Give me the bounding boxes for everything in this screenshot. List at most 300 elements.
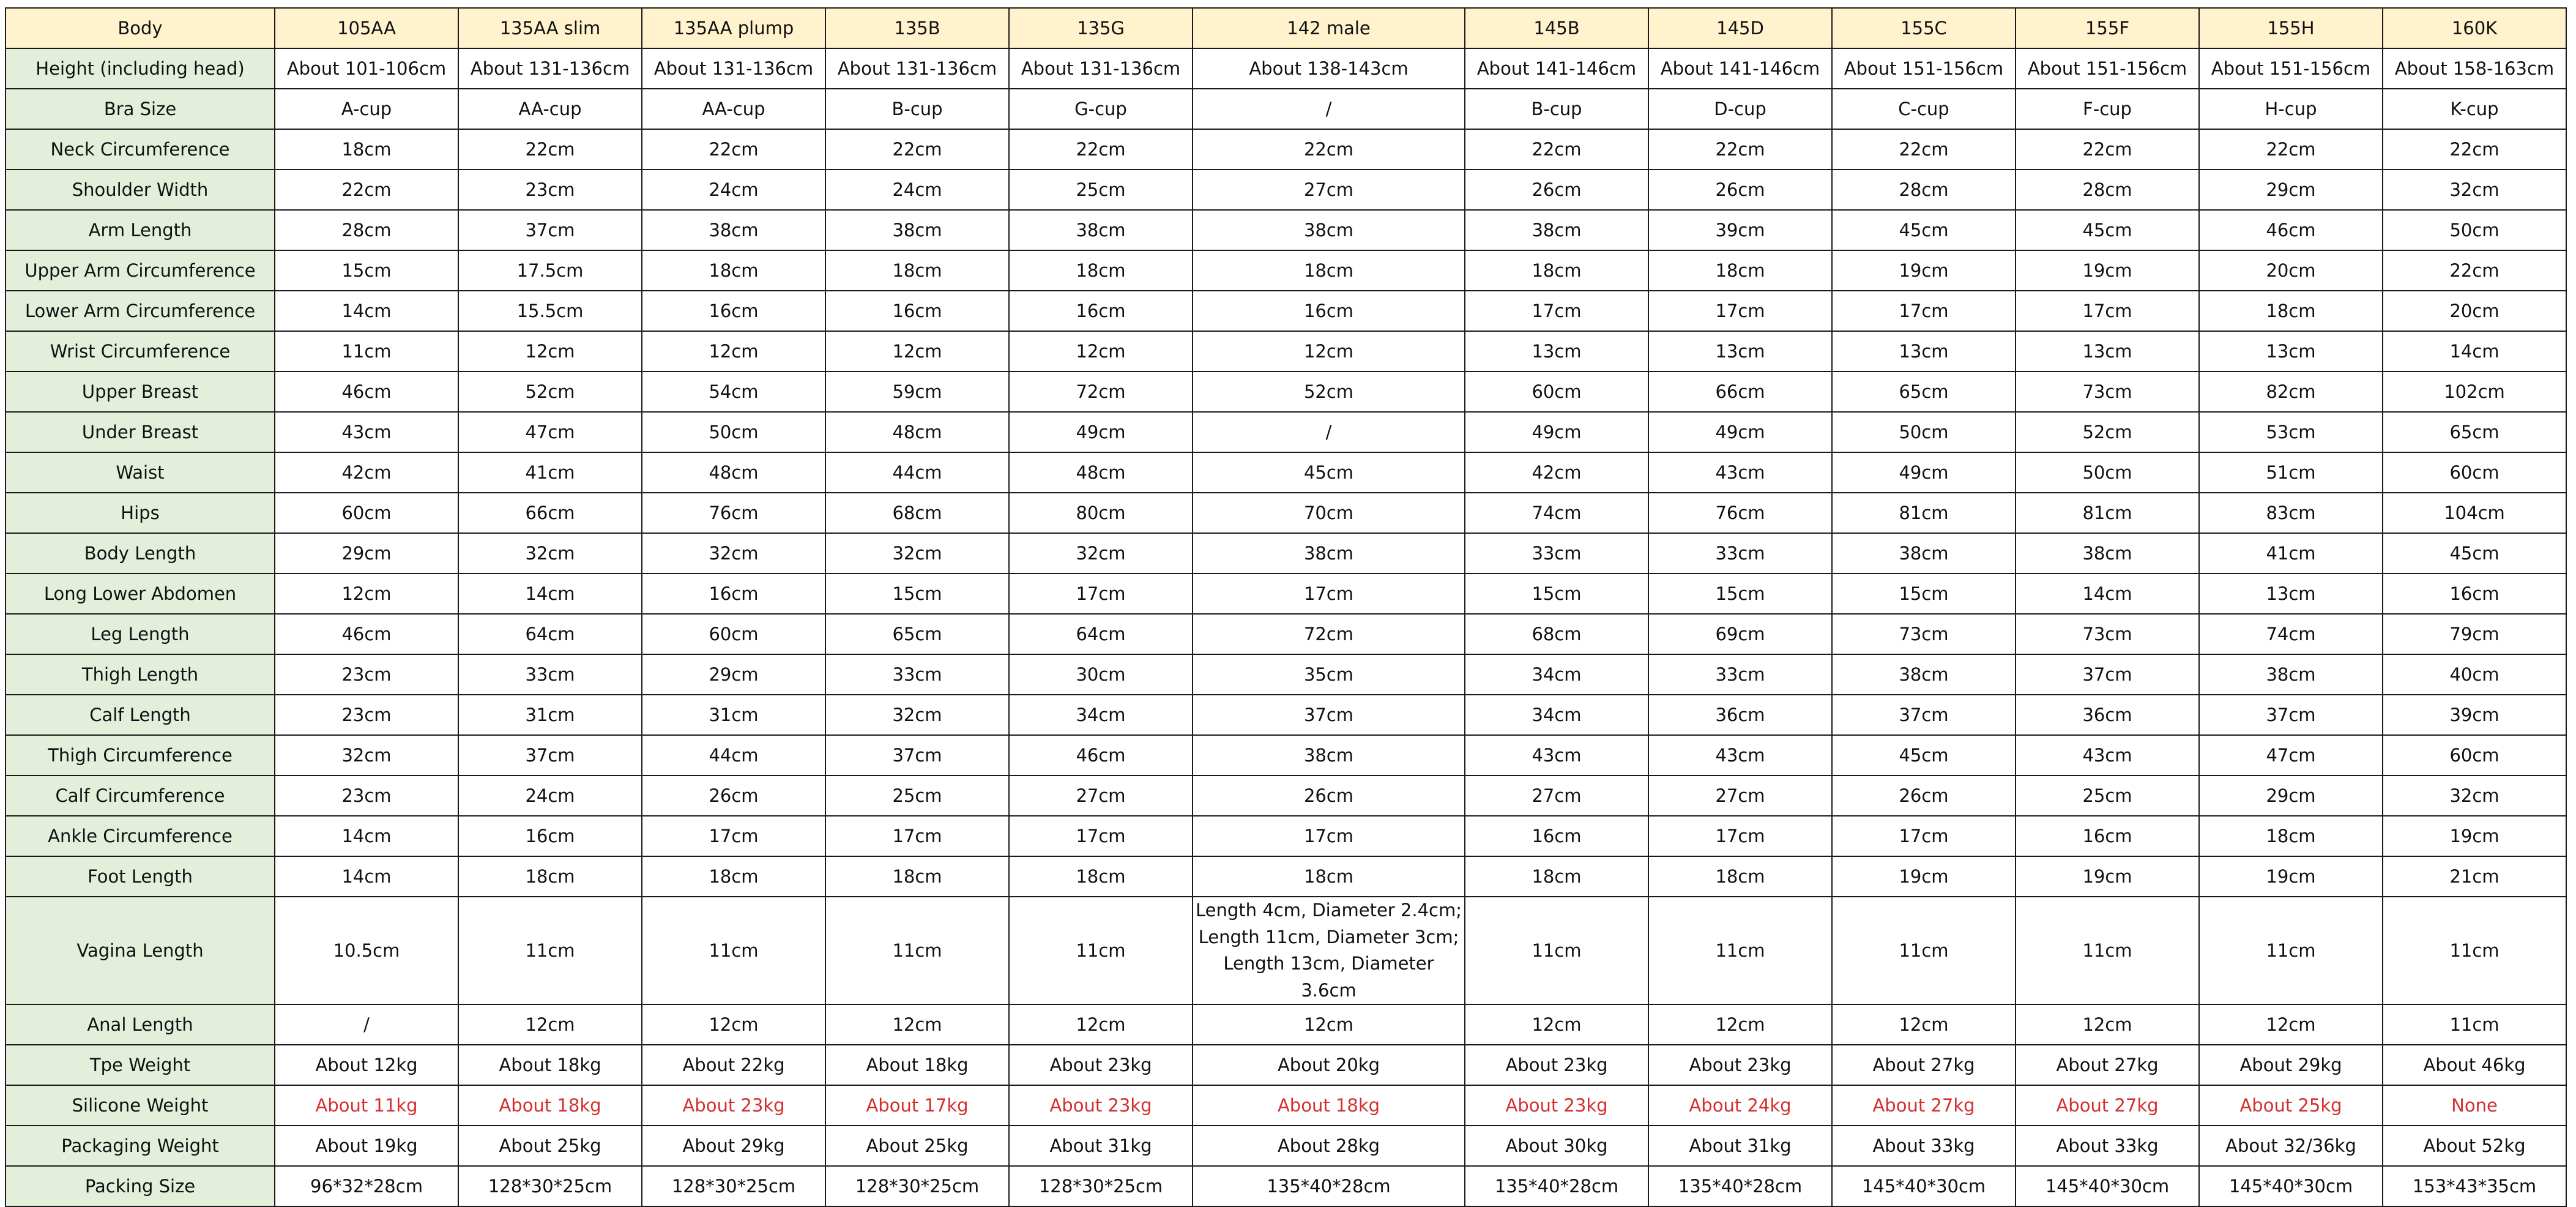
table-cell: 26cm [1648,170,1832,210]
row-label: Lower Arm Circumference [6,291,275,331]
table-cell: 73cm [1832,614,2016,654]
table-cell: 12cm [275,574,458,614]
table-cell: 44cm [825,452,1009,493]
table-cell: 38cm [1193,735,1465,775]
table-cell: 18cm [642,250,825,291]
table-cell: 80cm [1009,493,1193,533]
table-cell: 37cm [825,735,1009,775]
table-row-silicone-weight [6,1085,2566,1126]
table-cell: About 158-163cm [2383,48,2566,89]
table-cell: 26cm [1465,170,1648,210]
column-header-145b: 145B [1465,8,1648,48]
table-cell: About 101-106cm [275,48,458,89]
table-cell: 68cm [1465,614,1648,654]
table-cell: 17cm [1832,816,2016,856]
table-cell: 18cm [2199,291,2383,331]
table-cell: 11cm [1009,897,1193,1004]
table-cell: 33cm [458,654,642,695]
table-cell: 17cm [1193,574,1465,614]
table-cell: 22cm [642,129,825,170]
table-cell: 59cm [825,372,1009,412]
table-cell: 28cm [1832,170,2016,210]
table-row-long-lower-abdomen [6,574,2566,614]
table-cell: 65cm [825,614,1009,654]
table-cell: 43cm [2016,735,2199,775]
column-header-160k: 160K [2383,8,2566,48]
table-cell: 17cm [1648,816,1832,856]
table-cell: 38cm [2016,533,2199,574]
table-cell: 43cm [1648,735,1832,775]
table-cell: 38cm [1465,210,1648,250]
table-cell: About 138-143cm [1193,48,1465,89]
table-cell: 12cm [458,1004,642,1045]
table-cell: 46cm [1009,735,1193,775]
table-cell: 14cm [275,291,458,331]
row-label: Thigh Length [6,654,275,695]
table-cell: 47cm [2199,735,2383,775]
table-cell: 11cm [458,897,642,1004]
table-cell: 48cm [1009,452,1193,493]
table-cell: About 151-156cm [2199,48,2383,89]
row-label: Silicone Weight [6,1085,275,1126]
table-row-arm-length [6,210,2566,250]
table-cell: 11cm [1648,897,1832,1004]
table-cell: 81cm [1832,493,2016,533]
table-cell: 15cm [1832,574,2016,614]
table-cell: About 25kg [458,1126,642,1166]
table-cell: 135*40*28cm [1648,1166,1832,1206]
table-cell: 43cm [1465,735,1648,775]
table-cell: 14cm [2016,574,2199,614]
table-cell: 18cm [1009,250,1193,291]
table-cell: 24cm [458,775,642,816]
table-cell: About 32/36kg [2199,1126,2383,1166]
row-label: Ankle Circumference [6,816,275,856]
table-cell: 50cm [642,412,825,452]
table-row-ankle-circumference [6,816,2566,856]
row-label: Packing Size [6,1166,275,1206]
table-cell: 39cm [2383,695,2566,735]
table-cell: 51cm [2199,452,2383,493]
table-cell: 23cm [275,775,458,816]
table-cell: 102cm [2383,372,2566,412]
table-cell: 32cm [825,533,1009,574]
table-cell: 46cm [275,614,458,654]
table-cell: 16cm [1465,816,1648,856]
table-cell: 22cm [1832,129,2016,170]
table-cell: 14cm [458,574,642,614]
column-header-105aa: 105AA [275,8,458,48]
table-cell: 34cm [1465,695,1648,735]
table-row-leg-length [6,614,2566,654]
table-cell: 22cm [1465,129,1648,170]
table-cell: 11cm [2199,897,2383,1004]
table-cell: 11cm [2383,897,2566,1004]
table-cell: 29cm [642,654,825,695]
row-label: Height (including head) [6,48,275,89]
table-cell: 22cm [2016,129,2199,170]
table-cell: 41cm [2199,533,2383,574]
table-cell: 45cm [2383,533,2566,574]
table-cell: 18cm [2199,816,2383,856]
table-cell: 18cm [1648,250,1832,291]
table-cell: 26cm [1832,775,2016,816]
table-cell: About 33kg [2016,1126,2199,1166]
table-cell: 46cm [2199,210,2383,250]
table-cell: About 33kg [1832,1126,2016,1166]
table-cell: 36cm [2016,695,2199,735]
table-cell: 13cm [1465,331,1648,372]
table-cell: 32cm [458,533,642,574]
table-cell: 12cm [1009,331,1193,372]
table-cell: 128*30*25cm [825,1166,1009,1206]
table-cell: 128*30*25cm [1009,1166,1193,1206]
table-cell: 39cm [1648,210,1832,250]
table-cell: 50cm [1832,412,2016,452]
table-cell: 16cm [642,574,825,614]
table-cell: 52cm [458,372,642,412]
table-cell: 38cm [642,210,825,250]
table-cell: 28cm [275,210,458,250]
table-cell: About 18kg [825,1045,1009,1085]
table-cell: 16cm [1009,291,1193,331]
table-cell: About 29kg [642,1126,825,1166]
row-label: Upper Breast [6,372,275,412]
table-cell: 31cm [642,695,825,735]
table-row-under-breast [6,412,2566,452]
table-row-tpe-weight [6,1045,2566,1085]
table-cell: About 12kg [275,1045,458,1085]
table-cell: 22cm [825,129,1009,170]
table-cell: About 31kg [1009,1126,1193,1166]
table-cell: 22cm [2383,129,2566,170]
table-cell: 12cm [1193,331,1465,372]
table-row-packing-size [6,1166,2566,1206]
table-cell: 26cm [642,775,825,816]
table-cell: 12cm [2016,1004,2199,1045]
row-label: Thigh Circumference [6,735,275,775]
table-cell: 72cm [1009,372,1193,412]
table-row-thigh-length [6,654,2566,695]
table-cell: None [2383,1085,2566,1126]
table-cell: 52cm [1193,372,1465,412]
table-cell: 26cm [1193,775,1465,816]
table-cell: G-cup [1009,89,1193,129]
table-cell: About 141-146cm [1648,48,1832,89]
table-cell: 18cm [275,129,458,170]
table-cell: 12cm [1009,1004,1193,1045]
table-cell: 38cm [1832,654,2016,695]
table-cell: / [275,1004,458,1045]
table-row-neck-circumference [6,129,2566,170]
table-cell: 60cm [2383,452,2566,493]
table-cell: About 23kg [1009,1045,1193,1085]
table-cell: About 20kg [1193,1045,1465,1085]
table-cell: 16cm [1193,291,1465,331]
table-cell: 42cm [1465,452,1648,493]
table-cell: 24cm [642,170,825,210]
table-cell: 12cm [1648,1004,1832,1045]
table-cell: 83cm [2199,493,2383,533]
table-row-height-including-head [6,48,2566,89]
table-cell: 74cm [1465,493,1648,533]
table-cell: AA-cup [642,89,825,129]
table-cell: 65cm [2383,412,2566,452]
row-label: Leg Length [6,614,275,654]
table-cell: 32cm [642,533,825,574]
table-cell: 11cm [642,897,825,1004]
table-cell: 33cm [1648,533,1832,574]
table-cell: F-cup [2016,89,2199,129]
table-cell: About 23kg [642,1085,825,1126]
table-cell: 38cm [825,210,1009,250]
table-cell: 38cm [2199,654,2383,695]
table-cell: 49cm [1465,412,1648,452]
table-cell: 68cm [825,493,1009,533]
table-cell: About 28kg [1193,1126,1465,1166]
table-cell: About 131-136cm [458,48,642,89]
table-cell: 11cm [2383,1004,2566,1045]
table-cell: 38cm [1832,533,2016,574]
table-cell: 12cm [458,331,642,372]
table-cell: 38cm [1009,210,1193,250]
table-cell: 37cm [2016,654,2199,695]
table-cell: 30cm [1009,654,1193,695]
table-cell: 29cm [2199,775,2383,816]
table-cell: 82cm [2199,372,2383,412]
table-cell: About 17kg [825,1085,1009,1126]
table-cell: 44cm [642,735,825,775]
table-cell: About 131-136cm [642,48,825,89]
table-cell: 16cm [642,291,825,331]
table-row-waist [6,452,2566,493]
table-cell: 11cm [2016,897,2199,1004]
table-cell: 12cm [642,1004,825,1045]
table-cell: 14cm [275,816,458,856]
column-header-155f: 155F [2016,8,2199,48]
table-cell: 21cm [2383,856,2566,897]
table-cell: 37cm [458,210,642,250]
table-row-packaging-weight [6,1126,2566,1166]
row-label: Waist [6,452,275,493]
row-label: Tpe Weight [6,1045,275,1085]
size-chart-table [5,7,2567,1207]
table-cell: 12cm [1193,1004,1465,1045]
table-cell: 145*40*30cm [1832,1166,2016,1206]
table-cell: 14cm [275,856,458,897]
table-row-shoulder-width [6,170,2566,210]
table-cell: 11cm [1465,897,1648,1004]
table-cell: 17cm [1465,291,1648,331]
table-row-thigh-circumference [6,735,2566,775]
table-cell: About 151-156cm [1832,48,2016,89]
table-cell: About 23kg [1465,1085,1648,1126]
table-cell: 45cm [2016,210,2199,250]
table-cell: 18cm [642,856,825,897]
table-cell: 76cm [642,493,825,533]
table-cell: 25cm [2016,775,2199,816]
table-cell: 74cm [2199,614,2383,654]
table-cell: 17cm [642,816,825,856]
table-cell: 70cm [1193,493,1465,533]
table-row-vagina-length [6,897,2566,1004]
table-cell: About 19kg [275,1126,458,1166]
row-label: Arm Length [6,210,275,250]
table-cell: 49cm [1648,412,1832,452]
table-cell: 22cm [2199,129,2383,170]
table-cell: 10.5cm [275,897,458,1004]
table-cell: 15cm [275,250,458,291]
table-cell: 20cm [2383,291,2566,331]
table-cell: 34cm [1009,695,1193,735]
table-cell: 45cm [1193,452,1465,493]
table-cell: 13cm [2199,331,2383,372]
table-cell: 12cm [825,331,1009,372]
table-cell: 18cm [1648,856,1832,897]
row-label: Neck Circumference [6,129,275,170]
table-cell: 12cm [642,331,825,372]
table-cell: 23cm [458,170,642,210]
table-cell: 15cm [1648,574,1832,614]
table-cell: 48cm [642,452,825,493]
table-cell: 17cm [1193,816,1465,856]
table-cell: About 25kg [825,1126,1009,1166]
table-cell: 45cm [1832,210,2016,250]
table-cell: 37cm [458,735,642,775]
table-cell: 11cm [825,897,1009,1004]
table-cell: 50cm [2016,452,2199,493]
table-cell: About 18kg [458,1045,642,1085]
table-cell: 12cm [1465,1004,1648,1045]
table-cell: 12cm [2199,1004,2383,1045]
table-cell: 25cm [825,775,1009,816]
table-cell: 145*40*30cm [2016,1166,2199,1206]
table-cell: 14cm [2383,331,2566,372]
table-cell: 18cm [1193,856,1465,897]
table-cell: D-cup [1648,89,1832,129]
column-header-145d: 145D [1648,8,1832,48]
table-cell: 47cm [458,412,642,452]
table-cell: 18cm [825,856,1009,897]
table-cell: About 151-156cm [2016,48,2199,89]
table-row-upper-arm-circumference [6,250,2566,291]
table-row-wrist-circumference [6,331,2566,372]
table-cell: 11cm [275,331,458,372]
table-cell: 15cm [1465,574,1648,614]
table-cell: 128*30*25cm [642,1166,825,1206]
table-cell: 128*30*25cm [458,1166,642,1206]
table-cell: 18cm [1465,856,1648,897]
table-cell: 27cm [1009,775,1193,816]
table-cell: About 22kg [642,1045,825,1085]
row-label: Calf Circumference [6,775,275,816]
table-cell: 20cm [2199,250,2383,291]
table-cell: 15.5cm [458,291,642,331]
table-cell: 64cm [1009,614,1193,654]
table-row-hips [6,493,2566,533]
row-label: Wrist Circumference [6,331,275,372]
table-cell: About 18kg [458,1085,642,1126]
table-row-bra-size [6,89,2566,129]
table-cell: 79cm [2383,614,2566,654]
table-row-calf-circumference [6,775,2566,816]
table-cell: 66cm [458,493,642,533]
header-row [6,8,2566,48]
table-cell: 32cm [275,735,458,775]
table-cell: 33cm [1648,654,1832,695]
table-cell: 43cm [275,412,458,452]
table-cell: 34cm [1465,654,1648,695]
table-cell: 17cm [825,816,1009,856]
table-cell: 28cm [2016,170,2199,210]
table-cell: 66cm [1648,372,1832,412]
table-cell: About 27kg [2016,1045,2199,1085]
row-label: Shoulder Width [6,170,275,210]
table-cell: 135*40*28cm [1193,1166,1465,1206]
row-label: Hips [6,493,275,533]
table-cell: 96*32*28cm [275,1166,458,1206]
table-cell: / [1193,412,1465,452]
table-cell: 18cm [1465,250,1648,291]
table-cell: 46cm [275,372,458,412]
table-cell: 43cm [1648,452,1832,493]
table-cell: 33cm [825,654,1009,695]
table-cell: 12cm [825,1004,1009,1045]
table-cell: 37cm [1832,695,2016,735]
table-cell: 72cm [1193,614,1465,654]
table-cell: 13cm [2199,574,2383,614]
row-label: Foot Length [6,856,275,897]
table-cell: 24cm [825,170,1009,210]
table-cell: 18cm [458,856,642,897]
table-cell: Length 4cm, Diameter 2.4cm; Length 11cm, Diameter 3cm; Length 13cm, Diameter 3.6cm [1193,897,1465,1004]
table-cell: 60cm [2383,735,2566,775]
row-label: Under Breast [6,412,275,452]
table-cell: 11cm [1832,897,2016,1004]
table-cell: 37cm [2199,695,2383,735]
table-cell: 27cm [1465,775,1648,816]
column-header-155c: 155C [1832,8,2016,48]
table-cell: 22cm [2383,250,2566,291]
table-cell: About 23kg [1009,1085,1193,1126]
table-cell: About 30kg [1465,1126,1648,1166]
table-cell: 32cm [2383,170,2566,210]
table-cell: 12cm [1832,1004,2016,1045]
table-cell: About 27kg [1832,1085,2016,1126]
table-row-upper-breast [6,372,2566,412]
table-cell: 29cm [2199,170,2383,210]
row-label: Body Length [6,533,275,574]
table-cell: 31cm [458,695,642,735]
table-cell: 135*40*28cm [1465,1166,1648,1206]
table-cell: 69cm [1648,614,1832,654]
table-cell: 81cm [2016,493,2199,533]
table-cell: 19cm [2016,856,2199,897]
table-cell: 17.5cm [458,250,642,291]
table-row-foot-length [6,856,2566,897]
table-cell: 52cm [2016,412,2199,452]
table-cell: 18cm [1009,856,1193,897]
table-cell: 18cm [825,250,1009,291]
table-cell: 13cm [1648,331,1832,372]
table-cell: 40cm [2383,654,2566,695]
table-cell: 50cm [2383,210,2566,250]
table-cell: AA-cup [458,89,642,129]
column-header-135aa-slim: 135AA slim [458,8,642,48]
table-cell: 19cm [2383,816,2566,856]
table-cell: About 131-136cm [1009,48,1193,89]
table-cell: 16cm [825,291,1009,331]
